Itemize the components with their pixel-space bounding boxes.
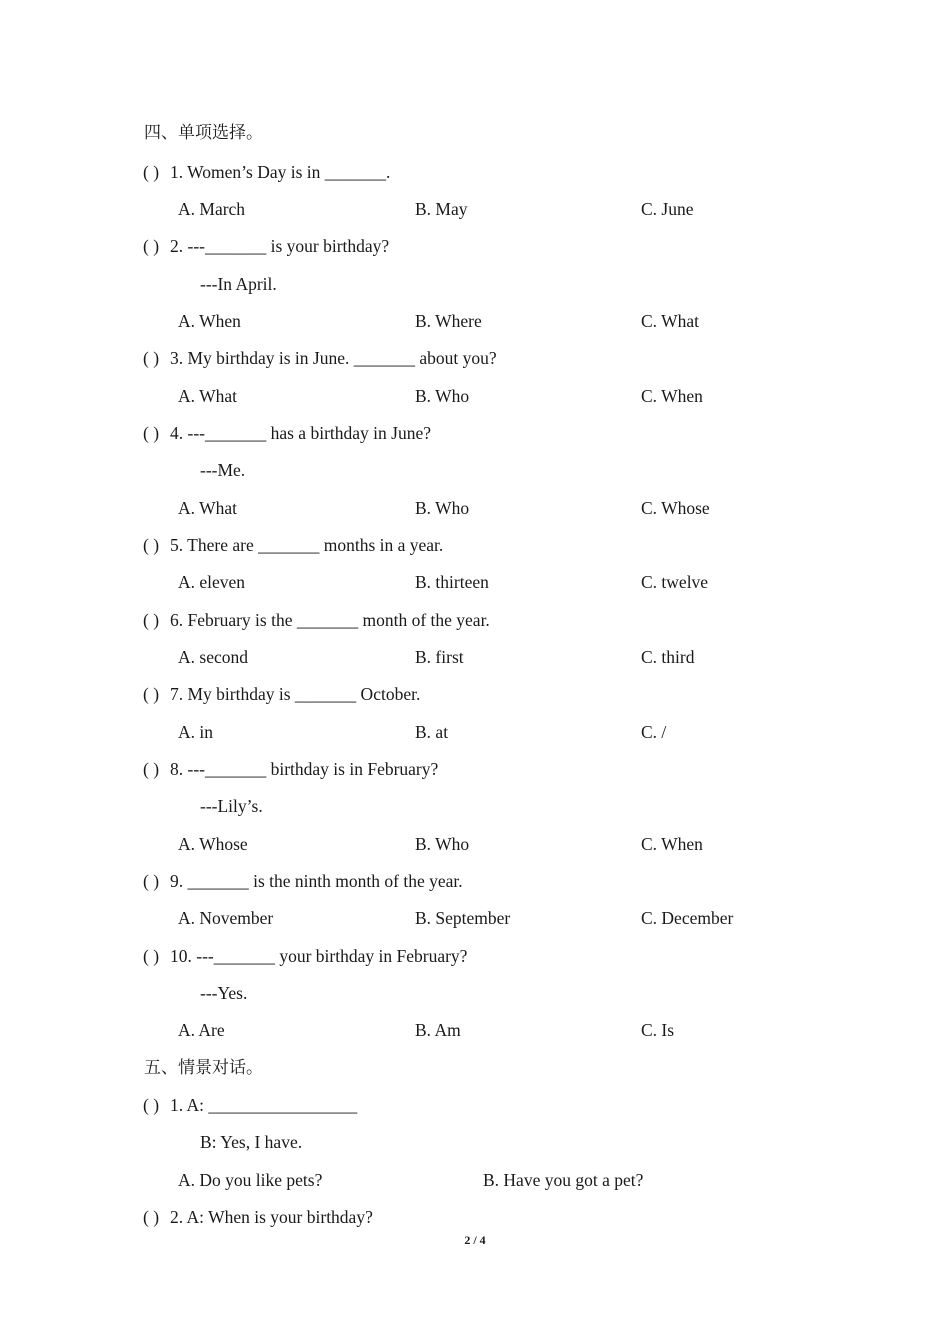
option-b: B. first (415, 647, 464, 667)
answer-paren: ( ) (143, 348, 160, 368)
option-b: B. thirteen (415, 572, 489, 592)
option-c: C. Whose (641, 498, 710, 518)
option-a: A. November (178, 908, 274, 928)
option-a: A. Whose (178, 834, 248, 854)
option-a: A. What (178, 498, 237, 518)
question-stem: 8. ---_______ birthday is in February? (170, 759, 439, 779)
dialogue-reply: ---Lily’s. (200, 796, 263, 816)
option-a: A. Do you like pets? (178, 1170, 323, 1190)
option-a: A. eleven (178, 572, 246, 592)
dialogue-reply: B: Yes, I have. (200, 1132, 303, 1152)
section-5-title: 五、情景对话。 (144, 1058, 263, 1078)
question-stem: 2. ---_______ is your birthday? (170, 236, 390, 256)
answer-paren: ( ) (143, 535, 160, 555)
option-b: B. May (415, 199, 468, 219)
option-b: B. Who (415, 386, 470, 406)
question-stem: 10. ---_______ your birthday in February? (170, 946, 468, 966)
option-c: C. third (641, 647, 695, 667)
question-stem: 7. My birthday is _______ October. (170, 684, 421, 704)
dialogue-reply: ---In April. (200, 274, 277, 294)
page-number: 2 / 4 (464, 1233, 486, 1247)
option-b: B. Have you got a pet? (483, 1170, 644, 1190)
option-b: B. Am (415, 1020, 461, 1040)
option-b: B. September (415, 908, 511, 928)
question-stem: 4. ---_______ has a birthday in June? (170, 423, 431, 443)
option-b: B. Who (415, 498, 470, 518)
question-stem: 1. Women’s Day is in _______. (170, 162, 391, 182)
question-stem: 2. A: When is your birthday? (170, 1207, 373, 1227)
answer-paren: ( ) (143, 1095, 160, 1115)
option-c: C. What (641, 311, 700, 331)
answer-paren: ( ) (143, 684, 160, 704)
question-stem: 6. February is the _______ month of the year. (170, 610, 490, 630)
option-c: C. When (641, 386, 703, 406)
answer-paren: ( ) (143, 236, 160, 256)
question-stem: 5. There are _______ months in a year. (170, 535, 444, 555)
option-a: A. Are (178, 1020, 225, 1040)
answer-paren: ( ) (143, 162, 160, 182)
option-c: C. When (641, 834, 703, 854)
option-c: C. December (641, 908, 734, 928)
answer-paren: ( ) (143, 871, 160, 891)
option-b: B. at (415, 722, 449, 742)
question-stem: 3. My birthday is in June. _______ about you? (170, 348, 497, 368)
answer-paren: ( ) (143, 423, 160, 443)
dialogue-reply: ---Me. (200, 460, 246, 480)
option-b: B. Who (415, 834, 470, 854)
dialogue-reply: ---Yes. (200, 983, 248, 1003)
option-a: A. March (178, 199, 246, 219)
section-4-title: 四、单项选择。 (144, 123, 263, 143)
question-stem: 1. A: _________________ (170, 1095, 358, 1115)
option-a: A. in (178, 722, 213, 742)
question-stem: 9. _______ is the ninth month of the year. (170, 871, 463, 891)
option-c: C. / (641, 722, 667, 742)
option-a: A. What (178, 386, 237, 406)
option-a: A. second (178, 647, 248, 667)
answer-paren: ( ) (143, 759, 160, 779)
option-a: A. When (178, 311, 241, 331)
answer-paren: ( ) (143, 610, 160, 630)
option-c: C. Is (641, 1020, 675, 1040)
option-c: C. twelve (641, 572, 709, 592)
option-c: C. June (641, 199, 694, 219)
option-b: B. Where (415, 311, 482, 331)
answer-paren: ( ) (143, 946, 160, 966)
answer-paren: ( ) (143, 1207, 160, 1227)
